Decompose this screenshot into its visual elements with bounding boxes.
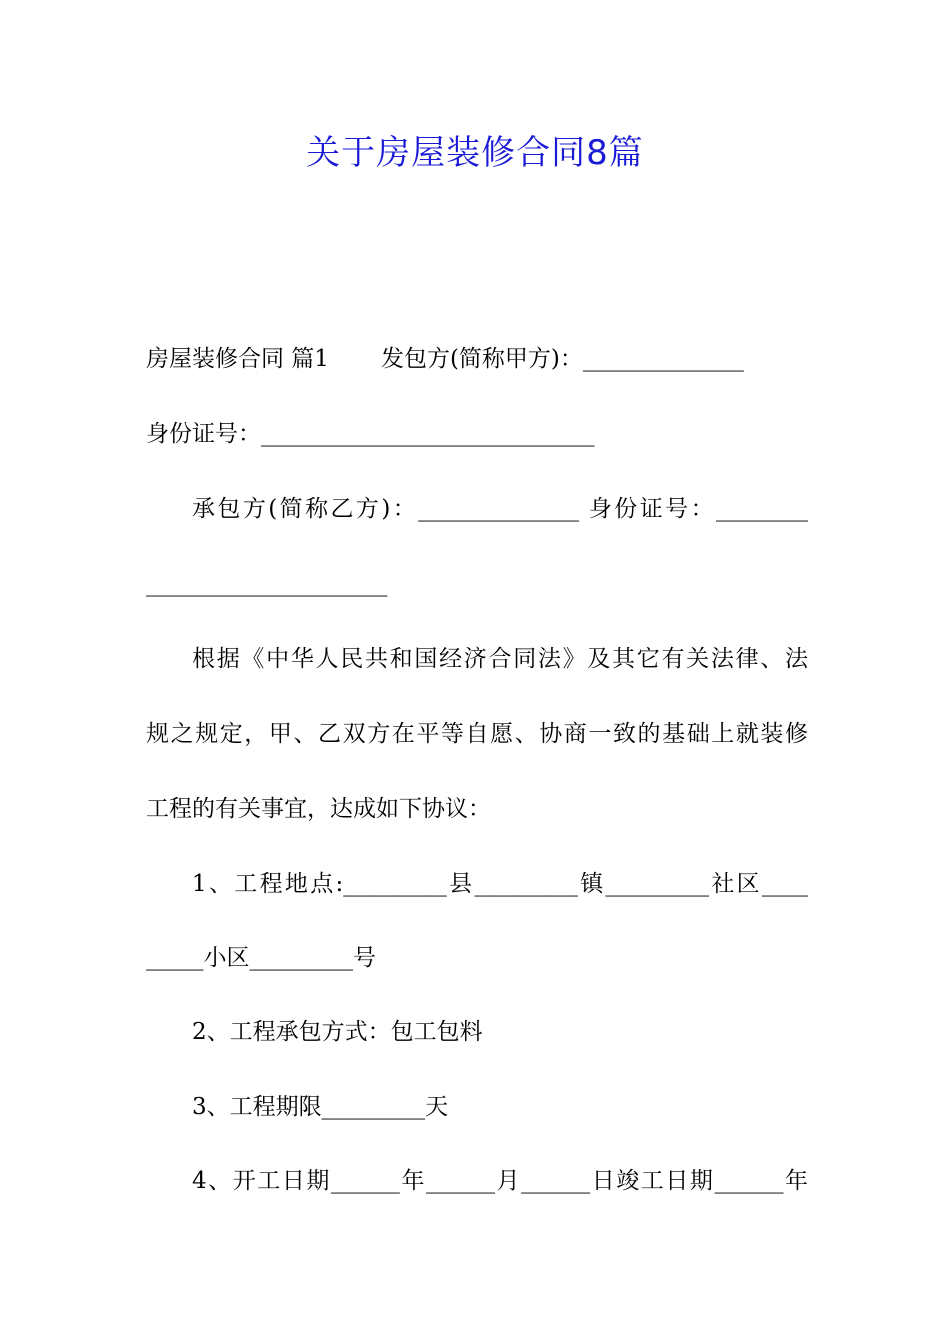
document-title: 关于房屋装修合同8篇 <box>306 133 644 173</box>
party-b-id-continuation: _____________________ <box>146 571 388 597</box>
contract-heading-line <box>146 343 808 375</box>
party-a-field: 发包方(简称甲方)：______________ <box>380 346 744 372</box>
preamble-line-3: 工程的有关事宜，达成如下协议： <box>146 796 491 822</box>
preamble-line-1: 根据《中华人民共和国经济合同法》及其它有关法律、法 <box>192 646 808 672</box>
clause-1-continuation: _____小区_________号 <box>146 945 376 971</box>
preamble-line-2: 规之规定，甲、乙双方在平等自愿、协商一致的基础上就装修 <box>146 721 808 747</box>
party-b-line: 承包方(简称乙方)：______________ 身份证号：________ <box>192 496 808 522</box>
clause-2-contract-method: 2、工程承包方式：包工包料 <box>192 1019 483 1045</box>
contract-heading: 房屋装修合同 篇1 <box>146 346 329 372</box>
clause-1-location: 1、工程地点:_________县_________镇_________社区____ <box>192 871 808 897</box>
clause-4-dates: 4、开工日期______年______月______日竣工日期______年 <box>192 1168 808 1194</box>
party-a-id-line: 身份证号：_____________________________ <box>146 421 595 447</box>
clause-3-duration: 3、工程期限_________天 <box>192 1094 449 1120</box>
